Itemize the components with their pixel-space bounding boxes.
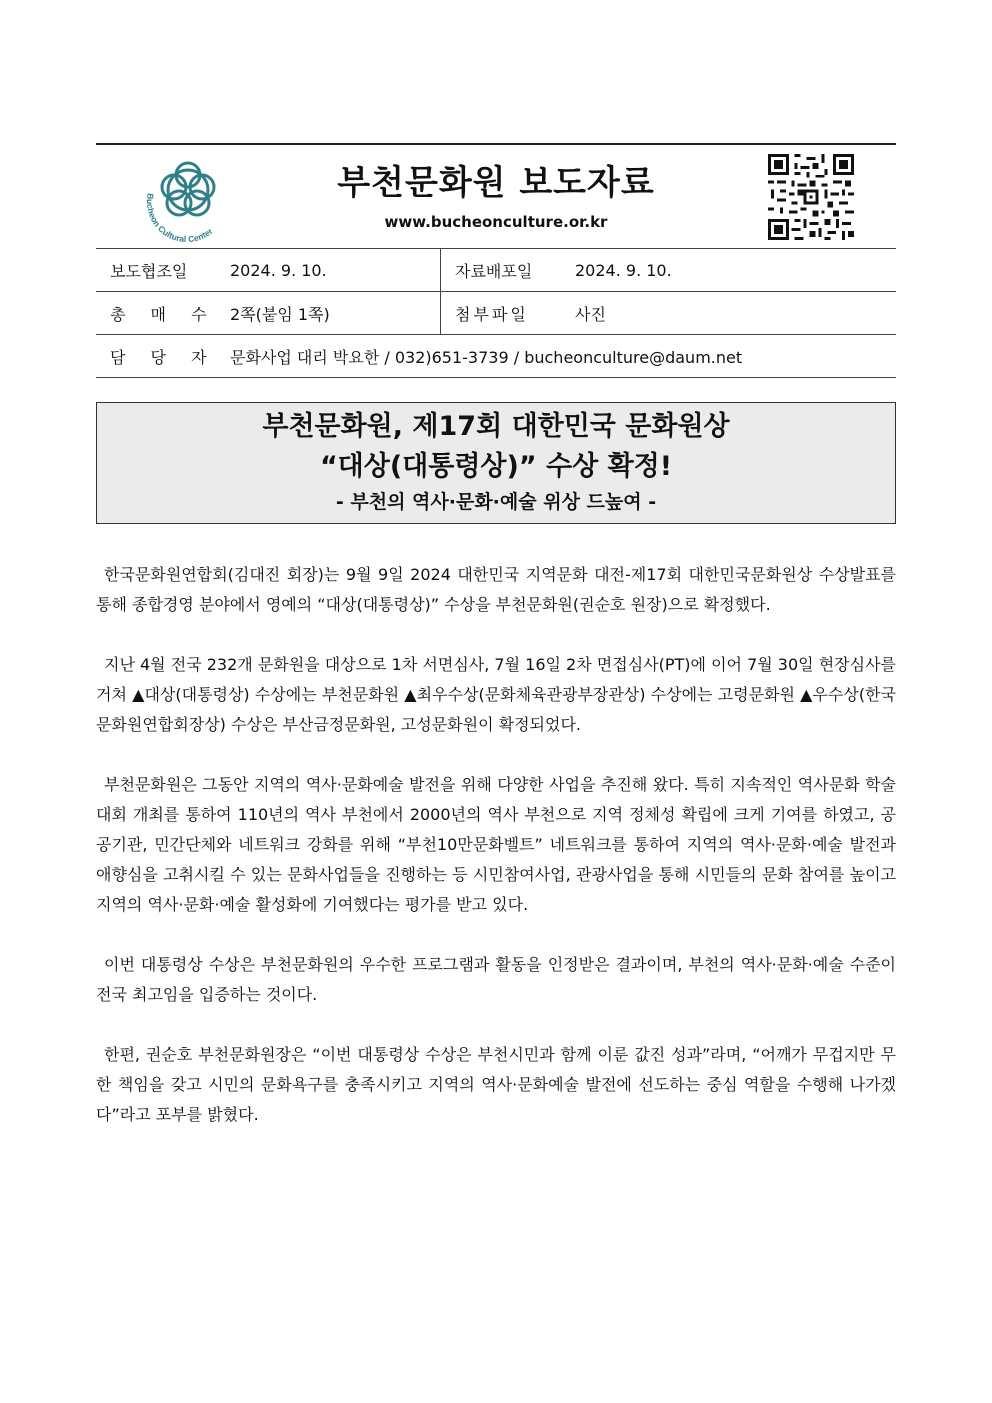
headline-subtitle: - 부천의 역사·문화·예술 위상 드높여 - [335,491,657,513]
page-count-label: 총 매 수 [96,292,220,335]
website-url[interactable]: www.bucheonculture.or.kr [384,213,608,231]
article-body [96,560,896,1130]
body-paragraph-2: 지난 4월 전국 232개 문화원을 대상으로 1차 서면심사, 7월 16일 2차 면접심사(PT)에 이어 7월 30일 현장심사를 거쳐 ▲대상(대통령상) 수상에는 부천문화원 ▲최우수상(문화체육관광부장관상) 수상에는 고령문화원 ▲우수상(한국문화원연합회장상) 수상은 부산금정문화원, 고성문화원이 확정되었다. [96,655,896,734]
document-header [96,145,896,248]
svg-text:Bucheon Cultural Center: Bucheon Cultural Center [144,192,215,243]
headline-box [96,402,896,524]
body-paragraph-3: 부천문화원은 그동안 지역의 역사·문화예술 발전을 위해 다양한 사업을 추진해 왔다. 특히 지속적인 역사문화 학술대회 개최를 통하여 110년의 역사 부천에서 2000년의 역사 부천으로 지역 정체성 확립에 크게 기여를 하였고, 공공기관, 민간단체와 네트워크 강화를 위해 “부천10만문화벨트” 네트워크를 통하여 지역의 역사·문화·예술 발전과 애향심을 고취시킬 수 있는 문화사업들을 진행하는 등 시민참여사업, 관광사업을 통해 시민들의 문화 참여를 높이고 지역의 역사·문화·예술 활성화에 기여했다는 평가를 받고 있다. [96,775,896,914]
release-date-label: 자료배포일 [441,249,566,292]
body-paragraph-1: 한국문화원연합회(김대진 회장)는 9월 9일 2024 대한민국 지역문화 대전-제17회 대한민국문화원상 수상발표를 통해 종합경영 분야에서 영예의 “대상(대통령상)” 수상을 부천문화원(권순호 원장)으로 확정했다. [96,565,896,614]
qr-code-icon [768,154,854,240]
request-date-value: 2024. 9. 10. [220,249,441,292]
request-date-label: 보도협조일 [96,249,220,292]
release-info-table [96,248,896,378]
attachment-label: 첨부파일 [441,292,566,335]
document-title: 부천문화원 보도자료 [337,163,655,203]
body-paragraph-5: 한편, 권순호 부천문화원장은 “이번 대통령상 수상은 부천시민과 함께 이룬 값진 성과”라며, “어깨가 무겁지만 무한 책임을 갖고 시민의 문화욕구를 충족시키고 지역의 역사·문화예술 발전에 선도하는 중심 역할을 수행해 나가겠다”라고 포부를 밝혔다. [96,1045,896,1124]
release-date-value: 2024. 9. 10. [565,249,896,292]
headline-line-2: “대상(대통령상)” 수상 확정! [319,451,673,482]
attachment-value: 사진 [565,292,896,335]
release-info-row [96,335,896,378]
release-info-row [96,249,896,292]
page-count-value: 2쪽(붙임 1쪽) [220,292,441,335]
headline-line-1: 부천문화원, 제17회 대한민국 문화원상 [262,411,730,442]
press-release-page [96,143,896,1160]
release-info-row [96,292,896,335]
body-paragraph-4: 이번 대통령상 수상은 부천문화원의 우수한 프로그램과 활동을 인정받은 결과이며, 부천의 역사·문화·예술 수준이 전국 최고임을 입증하는 것이다. [96,955,896,1004]
contact-label: 담 당 자 [96,335,220,378]
contact-value: 문화사업 대리 박요한 / 032)651-3739 / bucheonculture@daum.net [220,335,896,378]
